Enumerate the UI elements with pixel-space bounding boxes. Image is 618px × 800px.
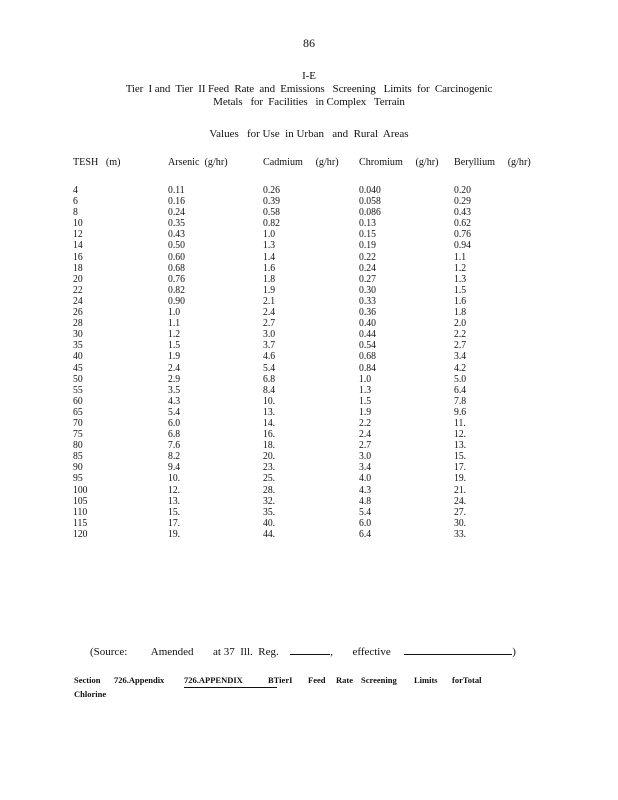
cell-arsenic: 0.16 [168, 195, 185, 208]
cell-beryllium: 0.94 [454, 239, 471, 252]
footer-limits: Limits [414, 675, 438, 685]
cell-beryllium: 33. [454, 527, 467, 540]
cell-beryllium: 27. [454, 505, 467, 518]
cell-tesh: 55 [73, 383, 83, 396]
cell-arsenic: 1.9 [168, 350, 181, 363]
cell-arsenic: 13. [168, 494, 181, 507]
cell-chromium: 1.0 [359, 372, 372, 385]
cell-arsenic: 0.68 [168, 261, 185, 274]
cell-cadmium: 40. [263, 516, 276, 529]
header-chromium: Chromium (g/hr) [359, 156, 439, 168]
cell-chromium: 1.3 [359, 383, 372, 396]
cell-arsenic: 1.2 [168, 328, 181, 341]
footer-chlorine: Chlorine [74, 689, 107, 699]
cell-tesh: 110 [73, 505, 88, 518]
source-effective: effective [352, 646, 391, 658]
cell-tesh: 85 [73, 450, 83, 463]
cell-cadmium: 32. [263, 494, 276, 507]
cell-cadmium: 35. [263, 505, 276, 518]
cell-tesh: 14 [73, 239, 83, 252]
cell-tesh: 115 [73, 516, 88, 529]
cell-chromium: 0.15 [359, 228, 376, 241]
table-subtitle: Values for Use in Urban and Rural Areas [209, 128, 409, 140]
cell-tesh: 75 [73, 428, 83, 441]
cell-cadmium: 13. [263, 405, 276, 418]
cell-beryllium: 30. [454, 516, 467, 529]
column-chromium [359, 185, 384, 540]
footer-for-total: forTotal [452, 675, 482, 685]
cell-arsenic: 10. [168, 472, 181, 485]
footer-btier: BTierI [268, 675, 293, 685]
column-cadmium [263, 185, 282, 540]
cell-arsenic: 2.4 [168, 361, 181, 374]
cell-cadmium: 20. [263, 450, 276, 463]
effective-blank [404, 643, 512, 655]
cell-arsenic: 5.4 [168, 405, 181, 418]
cell-arsenic: 1.0 [168, 306, 181, 319]
cell-cadmium: 1.9 [263, 283, 276, 296]
cell-beryllium: 24. [454, 494, 467, 507]
source-note [90, 643, 516, 658]
cell-arsenic: 0.90 [168, 294, 185, 307]
cell-cadmium: 44. [263, 527, 276, 540]
cell-beryllium: 21. [454, 483, 467, 496]
cell-chromium: 0.54 [359, 339, 376, 352]
cell-chromium: 2.7 [359, 439, 372, 452]
cell-cadmium: 25. [263, 472, 276, 485]
cell-arsenic: 19. [168, 527, 181, 540]
source-comma: , [330, 646, 333, 658]
cell-arsenic: 0.50 [168, 239, 185, 252]
cell-beryllium: 3.4 [454, 350, 467, 363]
cell-tesh: 35 [73, 339, 83, 352]
cell-chromium: 4.3 [359, 483, 372, 496]
cell-cadmium: 16. [263, 428, 276, 441]
cell-arsenic: 0.24 [168, 206, 185, 219]
cell-beryllium: 7.8 [454, 394, 467, 407]
cell-cadmium: 5.4 [263, 361, 276, 374]
cell-cadmium: 4.6 [263, 350, 276, 363]
cell-chromium: 0.040 [359, 184, 381, 196]
header-beryllium: Beryllium (g/hr) [454, 156, 531, 168]
footer-appendix-upper: 726.APPENDIX [184, 673, 277, 688]
cell-tesh: 24 [73, 294, 83, 307]
cell-arsenic: 3.5 [168, 383, 181, 396]
cell-tesh: 80 [73, 439, 83, 452]
cell-cadmium: 0.82 [263, 217, 280, 230]
footer-section: Section [74, 675, 101, 685]
cell-chromium: 0.27 [359, 272, 376, 285]
cell-chromium: 1.5 [359, 394, 372, 407]
cell-tesh: 120 [73, 527, 88, 540]
cell-beryllium: 4.2 [454, 361, 467, 374]
cell-beryllium: 2.2 [454, 328, 467, 341]
cell-chromium: 0.24 [359, 261, 376, 274]
cell-cadmium: 2.7 [263, 317, 276, 330]
cell-arsenic: 17. [168, 516, 181, 529]
cell-tesh: 10 [73, 217, 83, 230]
cell-cadmium: 2.1 [263, 294, 276, 307]
cell-chromium: 0.058 [359, 195, 381, 208]
cell-chromium: 0.68 [359, 350, 376, 363]
cell-tesh: 8 [73, 206, 78, 219]
column-beryllium [454, 185, 473, 540]
cell-chromium: 4.0 [359, 472, 372, 485]
title-line-3: Metals for Facilities in Complex Terrain [213, 96, 405, 108]
cell-cadmium: 1.4 [263, 250, 276, 263]
cell-chromium: 0.33 [359, 294, 376, 307]
cell-beryllium: 5.0 [454, 372, 467, 385]
cell-chromium: 6.4 [359, 527, 372, 540]
cell-cadmium: 14. [263, 416, 276, 429]
cell-arsenic: 8.2 [168, 450, 181, 463]
cell-cadmium: 1.0 [263, 228, 276, 241]
cell-cadmium: 3.7 [263, 339, 276, 352]
cell-arsenic: 0.76 [168, 272, 185, 285]
column-arsenic [168, 185, 187, 540]
cell-chromium: 0.22 [359, 250, 376, 263]
cell-tesh: 45 [73, 361, 83, 374]
footer-screening: Screening [361, 675, 397, 685]
register-blank [290, 643, 330, 655]
footer-rate: Rate [336, 675, 353, 685]
cell-chromium: 2.2 [359, 416, 372, 429]
footer-feed: Feed [308, 675, 326, 685]
cell-chromium: 0.086 [359, 206, 381, 219]
cell-beryllium: 0.62 [454, 217, 471, 230]
cell-cadmium: 0.39 [263, 195, 280, 208]
cell-arsenic: 7.6 [168, 439, 181, 452]
cell-tesh: 18 [73, 261, 83, 274]
cell-cadmium: 1.6 [263, 261, 276, 274]
cell-tesh: 4 [73, 184, 78, 196]
cell-arsenic: 15. [168, 505, 181, 518]
cell-cadmium: 28. [263, 483, 276, 496]
cell-tesh: 16 [73, 250, 83, 263]
cell-cadmium: 6.8 [263, 372, 276, 385]
cell-arsenic: 1.1 [168, 317, 181, 330]
cell-arsenic: 0.43 [168, 228, 185, 241]
cell-cadmium: 2.4 [263, 306, 276, 319]
cell-tesh: 22 [73, 283, 83, 296]
cell-tesh: 60 [73, 394, 83, 407]
cell-beryllium: 1.1 [454, 250, 467, 263]
title-line-1: I-E [302, 70, 316, 82]
source-open: (Source: [90, 646, 128, 658]
cell-chromium: 0.44 [359, 328, 376, 341]
cell-beryllium: 17. [454, 461, 467, 474]
cell-arsenic: 12. [168, 483, 181, 496]
cell-arsenic: 6.0 [168, 416, 181, 429]
footer-appendix: 726.Appendix [114, 675, 165, 685]
cell-cadmium: 10. [263, 394, 276, 407]
column-tesh [73, 185, 90, 540]
cell-chromium: 0.13 [359, 217, 376, 230]
cell-tesh: 40 [73, 350, 83, 363]
cell-chromium: 0.19 [359, 239, 376, 252]
source-register: at 37 Ill. Reg. [213, 646, 279, 658]
source-close: ) [512, 646, 516, 658]
cell-chromium: 2.4 [359, 428, 372, 441]
cell-tesh: 12 [73, 228, 83, 241]
cell-cadmium: 1.8 [263, 272, 276, 285]
cell-beryllium: 9.6 [454, 405, 467, 418]
cell-chromium: 1.9 [359, 405, 372, 418]
cell-cadmium: 0.26 [263, 184, 280, 196]
cell-chromium: 5.4 [359, 505, 372, 518]
cell-arsenic: 9.4 [168, 461, 181, 474]
cell-beryllium: 13. [454, 439, 467, 452]
cell-tesh: 95 [73, 472, 83, 485]
cell-arsenic: 2.9 [168, 372, 181, 385]
cell-tesh: 20 [73, 272, 83, 285]
cell-chromium: 0.84 [359, 361, 376, 374]
cell-beryllium: 1.8 [454, 306, 467, 319]
cell-cadmium: 18. [263, 439, 276, 452]
cell-cadmium: 8.4 [263, 383, 276, 396]
cell-cadmium: 23. [263, 461, 276, 474]
cell-beryllium: 19. [454, 472, 467, 485]
cell-beryllium: 2.0 [454, 317, 467, 330]
cell-arsenic: 0.11 [168, 184, 185, 196]
header-tesh: TESH (m) [73, 156, 121, 168]
cell-cadmium: 0.58 [263, 206, 280, 219]
cell-tesh: 50 [73, 372, 83, 385]
cell-chromium: 3.0 [359, 450, 372, 463]
cell-tesh: 70 [73, 416, 83, 429]
source-amended: Amended [150, 646, 194, 658]
table-title [0, 70, 618, 109]
cell-tesh: 26 [73, 306, 83, 319]
cell-beryllium: 1.6 [454, 294, 467, 307]
cell-arsenic: 4.3 [168, 394, 181, 407]
page-number: 86 [303, 36, 315, 50]
cell-tesh: 100 [73, 483, 88, 496]
cell-beryllium: 15. [454, 450, 467, 463]
cell-arsenic: 0.82 [168, 283, 185, 296]
cell-tesh: 28 [73, 317, 83, 330]
cell-beryllium: 2.7 [454, 339, 467, 352]
cell-beryllium: 0.43 [454, 206, 471, 219]
cell-tesh: 65 [73, 405, 83, 418]
cell-chromium: 0.36 [359, 306, 376, 319]
cell-beryllium: 0.76 [454, 228, 471, 241]
cell-tesh: 105 [73, 494, 88, 507]
cell-beryllium: 0.29 [454, 195, 471, 208]
cell-tesh: 30 [73, 328, 83, 341]
cell-chromium: 0.30 [359, 283, 376, 296]
cell-chromium: 3.4 [359, 461, 372, 474]
cell-chromium: 0.40 [359, 317, 376, 330]
cell-beryllium: 0.20 [454, 184, 471, 196]
cell-arsenic: 0.35 [168, 217, 185, 230]
header-arsenic: Arsenic (g/hr) [168, 156, 228, 168]
title-line-2: Tier I and Tier II Feed Rate and Emissions Screening Limits for Carcinogenic [125, 83, 493, 95]
cell-beryllium: 6.4 [454, 383, 467, 396]
cell-arsenic: 0.60 [168, 250, 185, 263]
cell-beryllium: 1.3 [454, 272, 467, 285]
cell-chromium: 4.8 [359, 494, 372, 507]
cell-cadmium: 1.3 [263, 239, 276, 252]
header-cadmium: Cadmium (g/hr) [263, 156, 339, 168]
cell-beryllium: 1.2 [454, 261, 467, 274]
cell-tesh: 90 [73, 461, 83, 474]
cell-chromium: 6.0 [359, 516, 372, 529]
cell-cadmium: 3.0 [263, 328, 276, 341]
cell-arsenic: 6.8 [168, 428, 181, 441]
cell-beryllium: 12. [454, 428, 467, 441]
cell-tesh: 6 [73, 195, 78, 208]
cell-beryllium: 11. [454, 416, 466, 429]
cell-arsenic: 1.5 [168, 339, 181, 352]
cell-beryllium: 1.5 [454, 283, 467, 296]
